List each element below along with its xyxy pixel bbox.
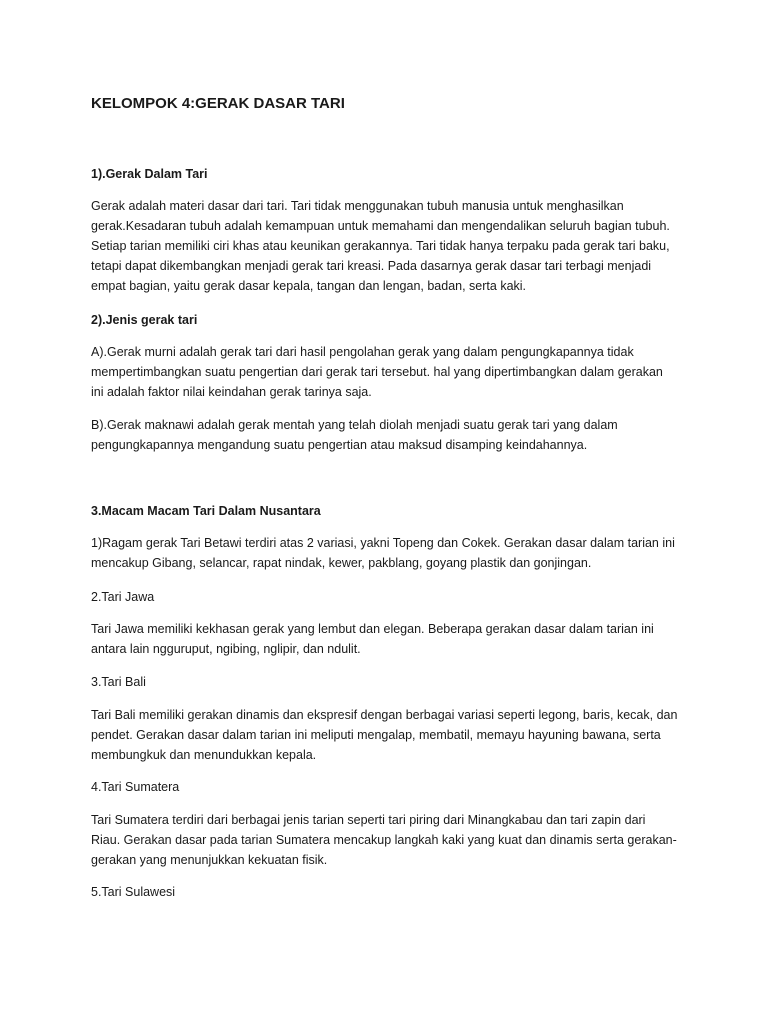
- text-line: Tari Jawa memiliki kekhasan gerak yang lembut dan elegan. Beberapa gerakan dasar dalam tarian ini: [91, 622, 654, 636]
- text-line: 1)Ragam gerak Tari Betawi terdiri atas 2 variasi, yakni Topeng dan Cokek. Gerakan dasar dalam tarian ini: [91, 536, 675, 550]
- text-line: gerakan yang menunjukkan kekuatan fisik.: [91, 853, 328, 867]
- section-heading-gerak-dalam-tari: 1).Gerak Dalam Tari: [91, 167, 208, 181]
- paragraph-gerak-maknawi: [91, 415, 691, 455]
- paragraph-tari-betawi: [91, 533, 691, 573]
- text-line: Tari Sumatera terdiri dari berbagai jenis tarian seperti tari piring dari Minangkabau dan tari zapin dari: [91, 813, 646, 827]
- paragraph-tari-bali: [91, 705, 691, 765]
- paragraph-tari-sumatera: [91, 810, 691, 870]
- document-title: KELOMPOK 4:GERAK DASAR TARI: [91, 95, 345, 112]
- text-line: empat bagian, yaitu gerak dasar kepala, tangan dan lengan, badan, serta kaki.: [91, 279, 527, 293]
- text-line: Gerak adalah materi dasar dari tari. Tari tidak menggunakan tubuh manusia untuk menghasilkan: [91, 199, 624, 213]
- text-line: gerak.Kesadaran tubuh adalah kemampuan untuk memahami dan mengendalikan seluruh bagian tubuh.: [91, 219, 670, 233]
- text-line: pendet. Gerakan dasar dalam tarian ini meliputi mengalap, membatil, memayu hayuning bawana, serta: [91, 728, 661, 742]
- paragraph-gerak-dalam-tari: [91, 196, 691, 296]
- subheading-tari-bali: [91, 672, 691, 692]
- text-line: tetapi dapat dikembangkan menjadi gerak tari kreasi. Pada dasarnya gerak dasar tari terbagi menjadi: [91, 259, 652, 273]
- text-line: pengungkapannya mengandung suatu pengertian atau maksud disamping keindahannya.: [91, 438, 588, 452]
- text-line: Setiap tarian memiliki ciri khas atau keunikan gerakannya. Tari tidak hanya terpaku pada gerak tari baku,: [91, 239, 670, 253]
- text-line: 2.Tari Jawa: [91, 590, 155, 604]
- text-line: ini adalah faktor nilai keindahan gerak tarinya saja.: [91, 385, 372, 399]
- text-line: mempertimbangkan suatu pengertian dari gerak tari tersebut. hal yang dipertimbangkan dalam gerakan: [91, 365, 663, 379]
- text-line: A).Gerak murni adalah gerak tari dari hasil pengolahan gerak yang dalam pengungkapannya tidak: [91, 345, 634, 359]
- section-heading-jenis-gerak-tari: 2).Jenis gerak tari: [91, 313, 198, 327]
- subheading-tari-sumatera: [91, 777, 691, 797]
- text-line: Riau. Gerakan dasar pada tarian Sumatera mencakup langkah kaki yang kuat dan dinamis serta gerakan-: [91, 833, 677, 847]
- text-line: membungkuk dan menundukkan kepala.: [91, 748, 317, 762]
- text-line: B).Gerak maknawi adalah gerak mentah yang telah diolah menjadi suatu gerak tari yang dalam: [91, 418, 618, 432]
- text-line: 4.Tari Sumatera: [91, 780, 180, 794]
- text-line: antara lain ngguruput, ngibing, nglipir, dan ndulit.: [91, 642, 361, 656]
- text-line: mencakup Gibang, selancar, rapat nindak, kewer, pakblang, goyang plastik dan gonjingan.: [91, 556, 592, 570]
- text-line: 5.Tari Sulawesi: [91, 885, 176, 899]
- text-line: Tari Bali memiliki gerakan dinamis dan ekspresif dengan berbagai variasi seperti legong, baris, kecak, dan: [91, 708, 678, 722]
- subheading-tari-jawa: [91, 587, 691, 607]
- text-line: 3.Tari Bali: [91, 675, 146, 689]
- subheading-tari-sulawesi: [91, 882, 691, 902]
- paragraph-gerak-murni: [91, 342, 691, 402]
- section-heading-macam-tari: 3.Macam Macam Tari Dalam Nusantara: [91, 504, 321, 518]
- paragraph-tari-jawa: [91, 619, 691, 659]
